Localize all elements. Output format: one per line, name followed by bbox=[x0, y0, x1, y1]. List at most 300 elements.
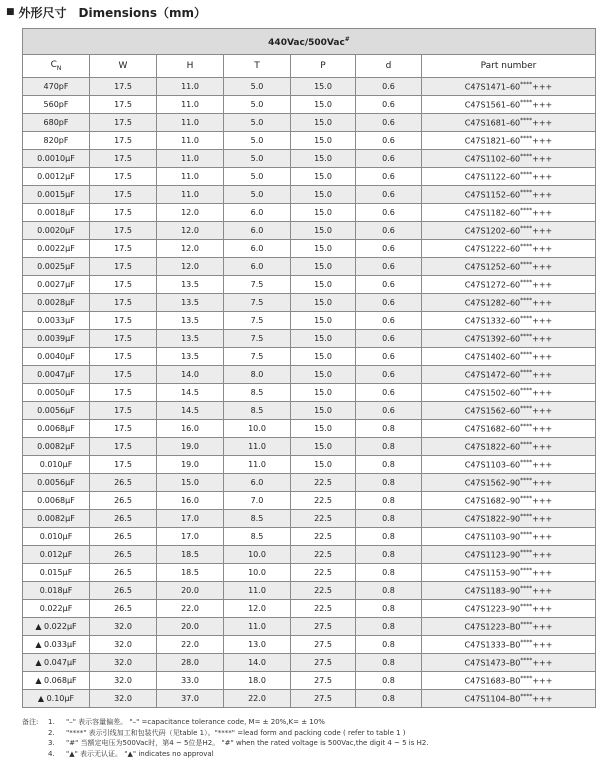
cell-cn: ▲ 0.022μF bbox=[23, 618, 90, 636]
cell-cn: 0.0056μF bbox=[23, 402, 90, 420]
col-header-w: W bbox=[90, 55, 157, 78]
cell-h: 12.0 bbox=[157, 258, 224, 276]
cell-t: 5.0 bbox=[224, 132, 291, 150]
cell-d: 0.8 bbox=[356, 492, 422, 510]
cell-cn: 0.015μF bbox=[23, 564, 90, 582]
cell-part-number: C47S1822–60****+++ bbox=[422, 438, 596, 456]
cell-p: 15.0 bbox=[291, 402, 356, 420]
cell-cn: 0.0020μF bbox=[23, 222, 90, 240]
cell-part-number: C47S1502–60****+++ bbox=[422, 384, 596, 402]
cell-t: 7.5 bbox=[224, 330, 291, 348]
cell-w: 17.5 bbox=[90, 168, 157, 186]
cell-part-number: C47S1282–60****+++ bbox=[422, 294, 596, 312]
section-title bbox=[6, 4, 206, 20]
cell-h: 17.0 bbox=[157, 528, 224, 546]
cell-p: 15.0 bbox=[291, 132, 356, 150]
cell-d: 0.6 bbox=[356, 204, 422, 222]
cell-w: 17.5 bbox=[90, 276, 157, 294]
cell-p: 15.0 bbox=[291, 330, 356, 348]
cell-part-number: C47S1683–B0****+++ bbox=[422, 672, 596, 690]
cell-t: 8.5 bbox=[224, 510, 291, 528]
cell-h: 11.0 bbox=[157, 78, 224, 96]
col-header-cn: $C_N$ bbox=[23, 55, 90, 78]
cell-h: 13.5 bbox=[157, 348, 224, 366]
cell-w: 17.5 bbox=[90, 312, 157, 330]
cell-d: 0.6 bbox=[356, 78, 422, 96]
cell-w: 32.0 bbox=[90, 672, 157, 690]
cell-part-number: C47S1561–60****+++ bbox=[422, 96, 596, 114]
cell-p: 15.0 bbox=[291, 384, 356, 402]
cell-part-number: C47S1682–60****+++ bbox=[422, 420, 596, 438]
cell-p: 27.5 bbox=[291, 672, 356, 690]
cell-cn: 0.0039μF bbox=[23, 330, 90, 348]
cell-p: 15.0 bbox=[291, 294, 356, 312]
cell-t: 5.0 bbox=[224, 114, 291, 132]
table-row bbox=[23, 204, 596, 222]
cell-w: 17.5 bbox=[90, 456, 157, 474]
cell-h: 22.0 bbox=[157, 636, 224, 654]
cell-part-number: C47S1272–60****+++ bbox=[422, 276, 596, 294]
table-row bbox=[23, 348, 596, 366]
cell-part-number: C47S1183–90****+++ bbox=[422, 582, 596, 600]
cell-w: 17.5 bbox=[90, 330, 157, 348]
cell-w: 26.5 bbox=[90, 528, 157, 546]
cell-h: 13.5 bbox=[157, 276, 224, 294]
cell-d: 0.8 bbox=[356, 546, 422, 564]
table-row bbox=[23, 168, 596, 186]
cell-w: 17.5 bbox=[90, 150, 157, 168]
cell-p: 15.0 bbox=[291, 258, 356, 276]
cell-part-number: C47S1562–60****+++ bbox=[422, 402, 596, 420]
cell-cn: ▲ 0.068μF bbox=[23, 672, 90, 690]
cell-t: 5.0 bbox=[224, 78, 291, 96]
cell-p: 22.5 bbox=[291, 510, 356, 528]
cell-d: 0.6 bbox=[356, 294, 422, 312]
cell-t: 6.0 bbox=[224, 258, 291, 276]
cell-cn: ▲ 0.047μF bbox=[23, 654, 90, 672]
voltage-sup: # bbox=[344, 35, 350, 43]
cell-cn: 0.010μF bbox=[23, 456, 90, 474]
cell-h: 33.0 bbox=[157, 672, 224, 690]
cell-p: 15.0 bbox=[291, 420, 356, 438]
table-row bbox=[23, 636, 596, 654]
cell-w: 26.5 bbox=[90, 510, 157, 528]
cell-w: 17.5 bbox=[90, 402, 157, 420]
cell-h: 15.0 bbox=[157, 474, 224, 492]
note-item: 4. "▲" 表示无认证。 "▲" indicates no approval bbox=[48, 749, 214, 758]
cell-d: 0.8 bbox=[356, 528, 422, 546]
cell-d: 0.8 bbox=[356, 438, 422, 456]
note-text: "#" 当额定电压为500Vac时，第4 ~ 5位是H2。 "#" when the rated voltage is 500Vac,the digit 4 ~ 5 is H2. bbox=[66, 739, 429, 747]
cell-h: 20.0 bbox=[157, 618, 224, 636]
cell-cn: 0.0027μF bbox=[23, 276, 90, 294]
cell-part-number: C47S1562–90****+++ bbox=[422, 474, 596, 492]
cell-d: 0.6 bbox=[356, 330, 422, 348]
notes bbox=[22, 717, 596, 759]
cell-p: 15.0 bbox=[291, 348, 356, 366]
cell-part-number: C47S1681–60****+++ bbox=[422, 114, 596, 132]
cell-part-number: C47S1821–60****+++ bbox=[422, 132, 596, 150]
table-row bbox=[23, 240, 596, 258]
table-row bbox=[23, 672, 596, 690]
cell-d: 0.8 bbox=[356, 618, 422, 636]
cell-p: 22.5 bbox=[291, 528, 356, 546]
cell-t: 5.0 bbox=[224, 96, 291, 114]
cell-d: 0.6 bbox=[356, 186, 422, 204]
cell-part-number: C47S1202–60****+++ bbox=[422, 222, 596, 240]
cell-part-number: C47S1152–60****+++ bbox=[422, 186, 596, 204]
cell-part-number: C47S1472–60****+++ bbox=[422, 366, 596, 384]
cell-part-number: C47S1103–90****+++ bbox=[422, 528, 596, 546]
cell-cn: 0.0010μF bbox=[23, 150, 90, 168]
cell-t: 22.0 bbox=[224, 690, 291, 708]
cell-t: 11.0 bbox=[224, 618, 291, 636]
cell-cn: 0.010μF bbox=[23, 528, 90, 546]
cell-p: 15.0 bbox=[291, 438, 356, 456]
cell-cn: 0.0015μF bbox=[23, 186, 90, 204]
cell-h: 19.0 bbox=[157, 438, 224, 456]
table-row bbox=[23, 600, 596, 618]
cell-p: 15.0 bbox=[291, 78, 356, 96]
cell-t: 6.0 bbox=[224, 474, 291, 492]
cell-d: 0.6 bbox=[356, 348, 422, 366]
cell-part-number: C47S1822–90****+++ bbox=[422, 510, 596, 528]
cell-cn: 0.0047μF bbox=[23, 366, 90, 384]
cell-d: 0.6 bbox=[356, 402, 422, 420]
cell-cn: 0.0050μF bbox=[23, 384, 90, 402]
cell-part-number: C47S1473–B0****+++ bbox=[422, 654, 596, 672]
note-text: "▲" 表示无认证。 "▲" indicates no approval bbox=[66, 749, 214, 758]
cell-p: 15.0 bbox=[291, 150, 356, 168]
cell-cn: 0.0022μF bbox=[23, 240, 90, 258]
cell-w: 32.0 bbox=[90, 636, 157, 654]
cell-cn: 0.0056μF bbox=[23, 474, 90, 492]
cell-h: 14.5 bbox=[157, 384, 224, 402]
table-row bbox=[23, 402, 596, 420]
cell-t: 11.0 bbox=[224, 582, 291, 600]
cell-p: 15.0 bbox=[291, 276, 356, 294]
cell-p: 27.5 bbox=[291, 636, 356, 654]
cell-p: 15.0 bbox=[291, 186, 356, 204]
cell-part-number: C47S1402–60****+++ bbox=[422, 348, 596, 366]
table-row bbox=[23, 294, 596, 312]
cell-p: 22.5 bbox=[291, 474, 356, 492]
col-header-d: d bbox=[356, 55, 422, 78]
table-row bbox=[23, 330, 596, 348]
cell-h: 20.0 bbox=[157, 582, 224, 600]
cell-h: 28.0 bbox=[157, 654, 224, 672]
cell-d: 0.8 bbox=[356, 474, 422, 492]
cell-h: 11.0 bbox=[157, 186, 224, 204]
cell-cn: 470pF bbox=[23, 78, 90, 96]
table-row bbox=[23, 420, 596, 438]
cell-h: 16.0 bbox=[157, 492, 224, 510]
cell-t: 5.0 bbox=[224, 150, 291, 168]
cell-h: 11.0 bbox=[157, 114, 224, 132]
cell-part-number: C47S1223–B0****+++ bbox=[422, 618, 596, 636]
cell-w: 26.5 bbox=[90, 582, 157, 600]
cell-w: 17.5 bbox=[90, 240, 157, 258]
cell-cn: 680pF bbox=[23, 114, 90, 132]
cell-p: 15.0 bbox=[291, 366, 356, 384]
cell-part-number: C47S1223–90****+++ bbox=[422, 600, 596, 618]
cell-d: 0.8 bbox=[356, 690, 422, 708]
cell-t: 7.5 bbox=[224, 294, 291, 312]
table-row bbox=[23, 150, 596, 168]
table-body bbox=[23, 78, 596, 708]
table-row bbox=[23, 186, 596, 204]
cell-cn: 0.0028μF bbox=[23, 294, 90, 312]
cell-p: 22.5 bbox=[291, 546, 356, 564]
cell-cn: ▲ 0.10μF bbox=[23, 690, 90, 708]
cell-w: 26.5 bbox=[90, 564, 157, 582]
cell-d: 0.6 bbox=[356, 312, 422, 330]
cell-w: 17.5 bbox=[90, 438, 157, 456]
table-row bbox=[23, 114, 596, 132]
cell-d: 0.6 bbox=[356, 366, 422, 384]
cell-t: 8.5 bbox=[224, 402, 291, 420]
col-header-t: T bbox=[224, 55, 291, 78]
cell-d: 0.8 bbox=[356, 582, 422, 600]
cell-p: 15.0 bbox=[291, 168, 356, 186]
cell-part-number: C47S1123–90****+++ bbox=[422, 546, 596, 564]
cell-h: 11.0 bbox=[157, 150, 224, 168]
voltage-header-row bbox=[23, 29, 596, 55]
cell-d: 0.6 bbox=[356, 384, 422, 402]
cell-t: 6.0 bbox=[224, 204, 291, 222]
voltage-header: 440Vac/500Vac# bbox=[23, 29, 596, 55]
cell-t: 8.5 bbox=[224, 528, 291, 546]
cell-cn: 0.0082μF bbox=[23, 510, 90, 528]
table-row bbox=[23, 456, 596, 474]
cell-t: 7.5 bbox=[224, 348, 291, 366]
cell-part-number: C47S1332–60****+++ bbox=[422, 312, 596, 330]
cell-t: 7.0 bbox=[224, 492, 291, 510]
cell-h: 12.0 bbox=[157, 240, 224, 258]
table-row bbox=[23, 546, 596, 564]
cell-cn: 0.0018μF bbox=[23, 204, 90, 222]
cell-p: 22.5 bbox=[291, 600, 356, 618]
cell-t: 11.0 bbox=[224, 456, 291, 474]
cell-t: 10.0 bbox=[224, 546, 291, 564]
cell-t: 12.0 bbox=[224, 600, 291, 618]
cell-cn: 0.0025μF bbox=[23, 258, 90, 276]
cell-h: 22.0 bbox=[157, 600, 224, 618]
cell-d: 0.6 bbox=[356, 132, 422, 150]
cell-d: 0.6 bbox=[356, 222, 422, 240]
cell-p: 22.5 bbox=[291, 564, 356, 582]
cell-cn: 0.022μF bbox=[23, 600, 90, 618]
cell-cn: 0.0040μF bbox=[23, 348, 90, 366]
table-row bbox=[23, 492, 596, 510]
cell-d: 0.8 bbox=[356, 654, 422, 672]
section-title-cn: 外形尺寸 bbox=[18, 5, 67, 20]
cell-t: 8.5 bbox=[224, 384, 291, 402]
cell-part-number: C47S1102–60****+++ bbox=[422, 150, 596, 168]
cell-w: 17.5 bbox=[90, 114, 157, 132]
cell-part-number: C47S1104–B0****+++ bbox=[422, 690, 596, 708]
cell-t: 5.0 bbox=[224, 186, 291, 204]
cell-cn: 560pF bbox=[23, 96, 90, 114]
cell-t: 7.5 bbox=[224, 312, 291, 330]
cell-d: 0.8 bbox=[356, 672, 422, 690]
cell-p: 15.0 bbox=[291, 96, 356, 114]
cell-w: 17.5 bbox=[90, 294, 157, 312]
cell-t: 13.0 bbox=[224, 636, 291, 654]
table-row bbox=[23, 618, 596, 636]
cell-w: 17.5 bbox=[90, 78, 157, 96]
cell-w: 26.5 bbox=[90, 474, 157, 492]
cell-part-number: C47S1182–60****+++ bbox=[422, 204, 596, 222]
col-header-h: H bbox=[157, 55, 224, 78]
note-item: 3. "#" 当额定电压为500Vac时，第4 ~ 5位是H2。 "#" when the rated voltage is 500Vac,the digit 4 ~ 5 is H2. bbox=[48, 739, 429, 747]
cell-p: 15.0 bbox=[291, 114, 356, 132]
cell-d: 0.8 bbox=[356, 510, 422, 528]
col-header-part-number: Part number bbox=[422, 55, 596, 78]
cell-w: 26.5 bbox=[90, 600, 157, 618]
cell-h: 12.0 bbox=[157, 222, 224, 240]
cell-p: 15.0 bbox=[291, 204, 356, 222]
cell-part-number: C47S1333–B0****+++ bbox=[422, 636, 596, 654]
cell-h: 13.5 bbox=[157, 312, 224, 330]
cell-cn: 0.0068μF bbox=[23, 420, 90, 438]
cell-h: 14.0 bbox=[157, 366, 224, 384]
cell-d: 0.6 bbox=[356, 114, 422, 132]
cell-p: 22.5 bbox=[291, 492, 356, 510]
cell-d: 0.6 bbox=[356, 150, 422, 168]
cell-part-number: C47S1153–90****+++ bbox=[422, 564, 596, 582]
cell-cn: 0.0033μF bbox=[23, 312, 90, 330]
table-row bbox=[23, 564, 596, 582]
cell-w: 17.5 bbox=[90, 186, 157, 204]
cell-h: 18.5 bbox=[157, 546, 224, 564]
cell-w: 17.5 bbox=[90, 384, 157, 402]
cell-w: 17.5 bbox=[90, 420, 157, 438]
cell-d: 0.8 bbox=[356, 564, 422, 582]
table-row bbox=[23, 582, 596, 600]
cell-w: 32.0 bbox=[90, 690, 157, 708]
cell-p: 27.5 bbox=[291, 654, 356, 672]
table-row bbox=[23, 654, 596, 672]
cell-cn: 0.0012μF bbox=[23, 168, 90, 186]
table-row bbox=[23, 312, 596, 330]
cell-w: 26.5 bbox=[90, 492, 157, 510]
cell-p: 27.5 bbox=[291, 690, 356, 708]
cell-part-number: C47S1222–60****+++ bbox=[422, 240, 596, 258]
cell-p: 15.0 bbox=[291, 312, 356, 330]
cell-w: 32.0 bbox=[90, 618, 157, 636]
cell-p: 15.0 bbox=[291, 222, 356, 240]
cell-h: 11.0 bbox=[157, 132, 224, 150]
table-row bbox=[23, 528, 596, 546]
cell-part-number: C47S1252–60****+++ bbox=[422, 258, 596, 276]
cell-w: 26.5 bbox=[90, 546, 157, 564]
table-row bbox=[23, 78, 596, 96]
cell-p: 27.5 bbox=[291, 618, 356, 636]
cell-h: 13.5 bbox=[157, 294, 224, 312]
cell-cn: 0.018μF bbox=[23, 582, 90, 600]
cell-w: 17.5 bbox=[90, 348, 157, 366]
cell-p: 15.0 bbox=[291, 456, 356, 474]
cell-p: 15.0 bbox=[291, 240, 356, 258]
table-row bbox=[23, 258, 596, 276]
table-row bbox=[23, 474, 596, 492]
cell-part-number: C47S1471–60****+++ bbox=[422, 78, 596, 96]
cell-h: 11.0 bbox=[157, 168, 224, 186]
cell-d: 0.6 bbox=[356, 258, 422, 276]
table-row bbox=[23, 438, 596, 456]
cell-cn: 820pF bbox=[23, 132, 90, 150]
note-text: "****" 表示引线加工和包装代码（见table 1）。"****" =lead form and packing code ( refer to table 1 ) bbox=[66, 728, 406, 737]
cell-w: 17.5 bbox=[90, 132, 157, 150]
cell-t: 6.0 bbox=[224, 222, 291, 240]
cell-w: 17.5 bbox=[90, 204, 157, 222]
cell-w: 17.5 bbox=[90, 222, 157, 240]
cell-h: 37.0 bbox=[157, 690, 224, 708]
cell-w: 32.0 bbox=[90, 654, 157, 672]
table-row bbox=[23, 690, 596, 708]
table-row bbox=[23, 366, 596, 384]
col-header-p: P bbox=[291, 55, 356, 78]
section-title-en: Dimensions（mm） bbox=[78, 5, 206, 20]
cell-h: 14.5 bbox=[157, 402, 224, 420]
cell-h: 18.5 bbox=[157, 564, 224, 582]
cell-part-number: C47S1103–60****+++ bbox=[422, 456, 596, 474]
cell-w: 17.5 bbox=[90, 96, 157, 114]
table-row bbox=[23, 96, 596, 114]
cell-t: 8.0 bbox=[224, 366, 291, 384]
cell-h: 11.0 bbox=[157, 96, 224, 114]
cell-d: 0.8 bbox=[356, 600, 422, 618]
cell-cn: ▲ 0.033μF bbox=[23, 636, 90, 654]
note-item: 2. "****" 表示引线加工和包装代码（见table 1）。"****" =lead form and packing code ( refer to table 1 ) bbox=[48, 728, 406, 737]
cell-cn: 0.0068μF bbox=[23, 492, 90, 510]
cell-part-number: C47S1392–60****+++ bbox=[422, 330, 596, 348]
cell-d: 0.6 bbox=[356, 96, 422, 114]
cell-part-number: C47S1682–90****+++ bbox=[422, 492, 596, 510]
cell-d: 0.8 bbox=[356, 456, 422, 474]
table-row bbox=[23, 132, 596, 150]
cell-d: 0.8 bbox=[356, 420, 422, 438]
cell-d: 0.6 bbox=[356, 168, 422, 186]
note-item: 备注: 1. "–" 表示容量偏差。 "–" =capacitance tolerance code, M= ± 20%,K= ± 10% bbox=[22, 718, 325, 726]
cell-h: 17.0 bbox=[157, 510, 224, 528]
dimensions-table bbox=[22, 28, 596, 708]
table-row bbox=[23, 510, 596, 528]
cell-w: 17.5 bbox=[90, 366, 157, 384]
notes-lead: 备注: bbox=[22, 718, 39, 726]
cell-cn: 0.012μF bbox=[23, 546, 90, 564]
cell-t: 18.0 bbox=[224, 672, 291, 690]
cell-t: 14.0 bbox=[224, 654, 291, 672]
table-row bbox=[23, 276, 596, 294]
cell-h: 13.5 bbox=[157, 330, 224, 348]
table-row bbox=[23, 222, 596, 240]
cell-h: 16.0 bbox=[157, 420, 224, 438]
cell-cn: 0.0082μF bbox=[23, 438, 90, 456]
cell-h: 12.0 bbox=[157, 204, 224, 222]
cell-part-number: C47S1122–60****+++ bbox=[422, 168, 596, 186]
cell-t: 11.0 bbox=[224, 438, 291, 456]
cell-t: 10.0 bbox=[224, 564, 291, 582]
cell-d: 0.6 bbox=[356, 240, 422, 258]
cell-d: 0.6 bbox=[356, 276, 422, 294]
cell-p: 22.5 bbox=[291, 582, 356, 600]
cell-t: 10.0 bbox=[224, 420, 291, 438]
column-header-row bbox=[23, 55, 596, 78]
cell-t: 7.5 bbox=[224, 276, 291, 294]
note-text: "–" 表示容量偏差。 "–" =capacitance tolerance code, M= ± 20%,K= ± 10% bbox=[66, 718, 325, 726]
